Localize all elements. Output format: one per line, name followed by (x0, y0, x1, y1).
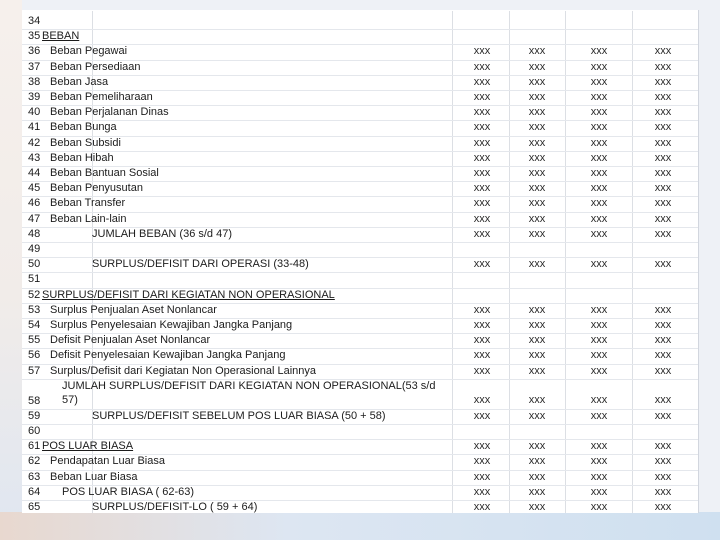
row-number: 42 (28, 136, 41, 149)
table-row (22, 105, 698, 120)
table-row (22, 242, 698, 257)
value-cell: xxx (654, 227, 672, 240)
value-cell: xxx (590, 136, 608, 149)
value-cell: xxx (654, 197, 672, 210)
table-row (22, 318, 698, 333)
value-cell: xxx (473, 167, 491, 179)
row-number: 46 (28, 197, 41, 210)
row-number: 39 (28, 91, 41, 103)
value-cell: xxx (654, 470, 672, 483)
value-cell: xxx (528, 501, 546, 513)
value-cell: xxx (473, 393, 491, 406)
value-cell: xxx (654, 485, 672, 498)
row-label: Pendapatan Luar Biasa (50, 455, 165, 468)
value-cell: xxx (473, 470, 491, 483)
value-cell: xxx (473, 212, 491, 225)
row-label: Beban Jasa (50, 75, 109, 88)
table-row (22, 166, 698, 181)
table-row (22, 454, 698, 469)
row-number: 49 (28, 243, 41, 255)
value-cell: xxx (473, 334, 491, 347)
value-cell: xxx (473, 121, 491, 134)
row-number: 59 (28, 409, 41, 422)
value-cell: xxx (473, 409, 491, 422)
table-row (22, 364, 698, 379)
value-cell: xxx (528, 470, 546, 483)
value-cell: xxx (590, 182, 608, 195)
table-row (22, 14, 698, 29)
value-cell: xxx (590, 151, 608, 164)
value-cell: xxx (528, 334, 546, 347)
value-cell: xxx (590, 227, 608, 240)
value-cell: xxx (654, 106, 672, 119)
row-label: Beban Lain-lain (50, 212, 127, 225)
value-cell: xxx (590, 393, 608, 406)
value-cell: xxx (528, 485, 546, 498)
row-number: 60 (28, 425, 41, 437)
value-cell: xxx (590, 106, 608, 119)
value-cell: xxx (473, 91, 491, 103)
value-cell: xxx (528, 409, 546, 422)
row-number: 65 (28, 501, 41, 513)
value-cell: xxx (590, 303, 608, 316)
value-cell: xxx (528, 106, 546, 119)
row-number: 37 (28, 60, 41, 73)
value-cell: xxx (528, 393, 546, 406)
value-cell: xxx (654, 440, 672, 453)
value-cell: xxx (528, 258, 546, 271)
value-cell: xxx (473, 136, 491, 149)
row-label: Beban Transfer (50, 197, 126, 210)
table-row (22, 44, 698, 59)
value-cell: xxx (654, 91, 672, 103)
row-label: Defisit Penyelesaian Kewajiban Jangka Panjang (50, 349, 286, 362)
value-cell: xxx (590, 45, 608, 58)
table-row (22, 303, 698, 318)
row-label: Surplus/Defisit dari Kegiatan Non Operasional Lainnya (50, 364, 316, 377)
row-number: 50 (28, 258, 41, 271)
table-row (22, 90, 698, 105)
value-cell: xxx (590, 121, 608, 134)
value-cell: xxx (528, 75, 546, 88)
value-cell: xxx (528, 182, 546, 195)
row-label: Beban Bantuan Sosial (50, 167, 159, 179)
value-cell: xxx (590, 409, 608, 422)
value-cell: xxx (654, 334, 672, 347)
row-number: 53 (28, 303, 41, 316)
value-cell: xxx (654, 258, 672, 271)
value-cell: xxx (528, 227, 546, 240)
row-number: 56 (28, 349, 41, 362)
value-cell: xxx (654, 455, 672, 468)
row-label: Beban Perjalanan Dinas (50, 106, 169, 119)
table-row (22, 136, 698, 151)
value-cell: xxx (473, 455, 491, 468)
value-cell: xxx (654, 151, 672, 164)
value-cell: xxx (590, 167, 608, 179)
row-label: JUMLAH BEBAN (36 s/d 47) (92, 227, 232, 240)
table-row (22, 485, 698, 500)
value-cell: xxx (473, 440, 491, 453)
row-number: 62 (28, 455, 41, 468)
row-number: 35 (28, 30, 41, 43)
value-cell: xxx (654, 167, 672, 179)
row-number: 45 (28, 182, 41, 195)
value-cell: xxx (654, 182, 672, 195)
background-bottom-strip (0, 512, 720, 540)
row-label: Beban Pemeliharaan (50, 91, 153, 103)
row-label: Beban Persediaan (50, 60, 141, 73)
row-number: 40 (28, 106, 41, 119)
table-row (22, 151, 698, 166)
row-number: 61 (28, 440, 41, 453)
value-cell: xxx (590, 364, 608, 377)
row-label: SURPLUS/DEFISIT SEBELUM POS LUAR BIASA (50 + 58) (92, 409, 386, 422)
table-row (22, 75, 698, 90)
value-cell: xxx (654, 45, 672, 58)
value-cell: xxx (473, 319, 491, 331)
row-label: POS LUAR BIASA ( 62-63) (62, 485, 195, 498)
value-cell: xxx (528, 349, 546, 362)
value-cell: xxx (654, 501, 672, 513)
value-cell: xxx (528, 60, 546, 73)
value-cell: xxx (654, 303, 672, 316)
table-row (22, 257, 698, 272)
value-cell: xxx (473, 60, 491, 73)
table-row (22, 120, 698, 135)
row-label: Beban Bunga (50, 121, 117, 134)
value-cell: xxx (473, 258, 491, 271)
row-label: Surplus Penyelesaian Kewajiban Jangka Panjang (50, 319, 293, 331)
value-cell: xxx (590, 91, 608, 103)
row-label: BEBAN (42, 30, 80, 43)
value-cell: xxx (528, 167, 546, 179)
value-cell: xxx (528, 151, 546, 164)
row-label: Beban Penyusutan (50, 182, 143, 195)
row-number: 36 (28, 45, 41, 58)
row-number: 43 (28, 151, 41, 164)
table-row (22, 348, 698, 363)
row-label: JUMLAH SURPLUS/DEFISIT DARI KEGIATAN NON OPERASIONAL(53 s/d 57) (62, 379, 436, 406)
value-cell: xxx (590, 75, 608, 88)
table-row (22, 409, 698, 424)
value-cell: xxx (654, 364, 672, 377)
value-cell: xxx (654, 136, 672, 149)
table-row (22, 212, 698, 227)
row-label: Defisit Penjualan Aset Nonlancar (50, 334, 211, 347)
row-number: 41 (28, 121, 41, 134)
value-cell: xxx (590, 501, 608, 513)
value-cell: xxx (528, 303, 546, 316)
value-cell: xxx (654, 60, 672, 73)
table-row (22, 500, 698, 513)
row-number: 63 (28, 470, 41, 483)
row-label: Surplus Penjualan Aset Nonlancar (50, 303, 217, 316)
row-number: 58 (28, 394, 41, 407)
value-cell: xxx (528, 455, 546, 468)
value-cell: xxx (590, 258, 608, 271)
row-label: SURPLUS/DEFISIT-LO ( 59 + 64) (92, 501, 258, 513)
value-cell: xxx (654, 409, 672, 422)
value-cell: xxx (528, 91, 546, 103)
value-cell: xxx (590, 319, 608, 331)
value-cell: xxx (528, 212, 546, 225)
value-cell: xxx (654, 75, 672, 88)
value-cell: xxx (528, 440, 546, 453)
value-cell: xxx (528, 136, 546, 149)
row-number: 54 (28, 319, 41, 331)
table-row (22, 272, 698, 287)
value-cell: xxx (654, 212, 672, 225)
value-cell: xxx (528, 364, 546, 377)
row-number: 55 (28, 334, 41, 347)
value-cell: xxx (528, 197, 546, 210)
value-cell: xxx (528, 319, 546, 331)
value-cell: xxx (590, 470, 608, 483)
table-row (22, 227, 698, 242)
row-label: POS LUAR BIASA (42, 440, 134, 453)
value-cell: xxx (590, 197, 608, 210)
value-cell: xxx (473, 227, 491, 240)
row-number: 64 (28, 485, 41, 498)
value-cell: xxx (654, 121, 672, 134)
table-row (22, 60, 698, 75)
table-row (22, 181, 698, 196)
table-row (22, 470, 698, 485)
value-cell: xxx (473, 364, 491, 377)
value-cell: xxx (654, 393, 672, 406)
table-row (22, 29, 698, 44)
value-cell: xxx (473, 303, 491, 316)
value-cell: xxx (654, 349, 672, 362)
row-number: 52 (28, 288, 41, 301)
value-cell: xxx (590, 485, 608, 498)
row-number: 57 (28, 364, 41, 377)
value-cell: xxx (473, 106, 491, 119)
row-label: SURPLUS/DEFISIT DARI OPERASI (33-48) (92, 258, 309, 271)
table-row (22, 439, 698, 454)
value-cell: xxx (654, 319, 672, 331)
value-cell: xxx (528, 45, 546, 58)
value-cell: xxx (473, 485, 491, 498)
value-cell: xxx (590, 334, 608, 347)
table-row (22, 333, 698, 348)
row-number: 47 (28, 212, 41, 225)
value-cell: xxx (590, 455, 608, 468)
value-cell: xxx (473, 197, 491, 210)
table-row (22, 424, 698, 439)
background-left-strip (0, 0, 22, 540)
row-number: 34 (28, 15, 41, 27)
table-row (22, 379, 698, 409)
row-label: Beban Hibah (50, 151, 114, 164)
row-number: 48 (28, 227, 41, 240)
value-cell: xxx (473, 151, 491, 164)
row-label: Beban Pegawai (50, 45, 128, 58)
row-number: 38 (28, 75, 41, 88)
value-cell: xxx (473, 75, 491, 88)
row-number: 51 (28, 273, 41, 286)
value-cell: xxx (528, 121, 546, 134)
value-cell: xxx (473, 182, 491, 195)
value-cell: xxx (473, 501, 491, 513)
table-row (22, 196, 698, 211)
value-cell: xxx (473, 349, 491, 362)
row-label: Beban Subsidi (50, 136, 121, 149)
value-cell: xxx (590, 60, 608, 73)
row-label: Beban Luar Biasa (50, 470, 138, 483)
row-number: 44 (28, 167, 41, 179)
value-cell: xxx (473, 45, 491, 58)
table-row (22, 288, 698, 303)
value-cell: xxx (590, 440, 608, 453)
value-cell: xxx (590, 212, 608, 225)
row-label: SURPLUS/DEFISIT DARI KEGIATAN NON OPERASIONAL (42, 288, 335, 301)
financial-statement-table (22, 10, 699, 513)
value-cell: xxx (590, 349, 608, 362)
